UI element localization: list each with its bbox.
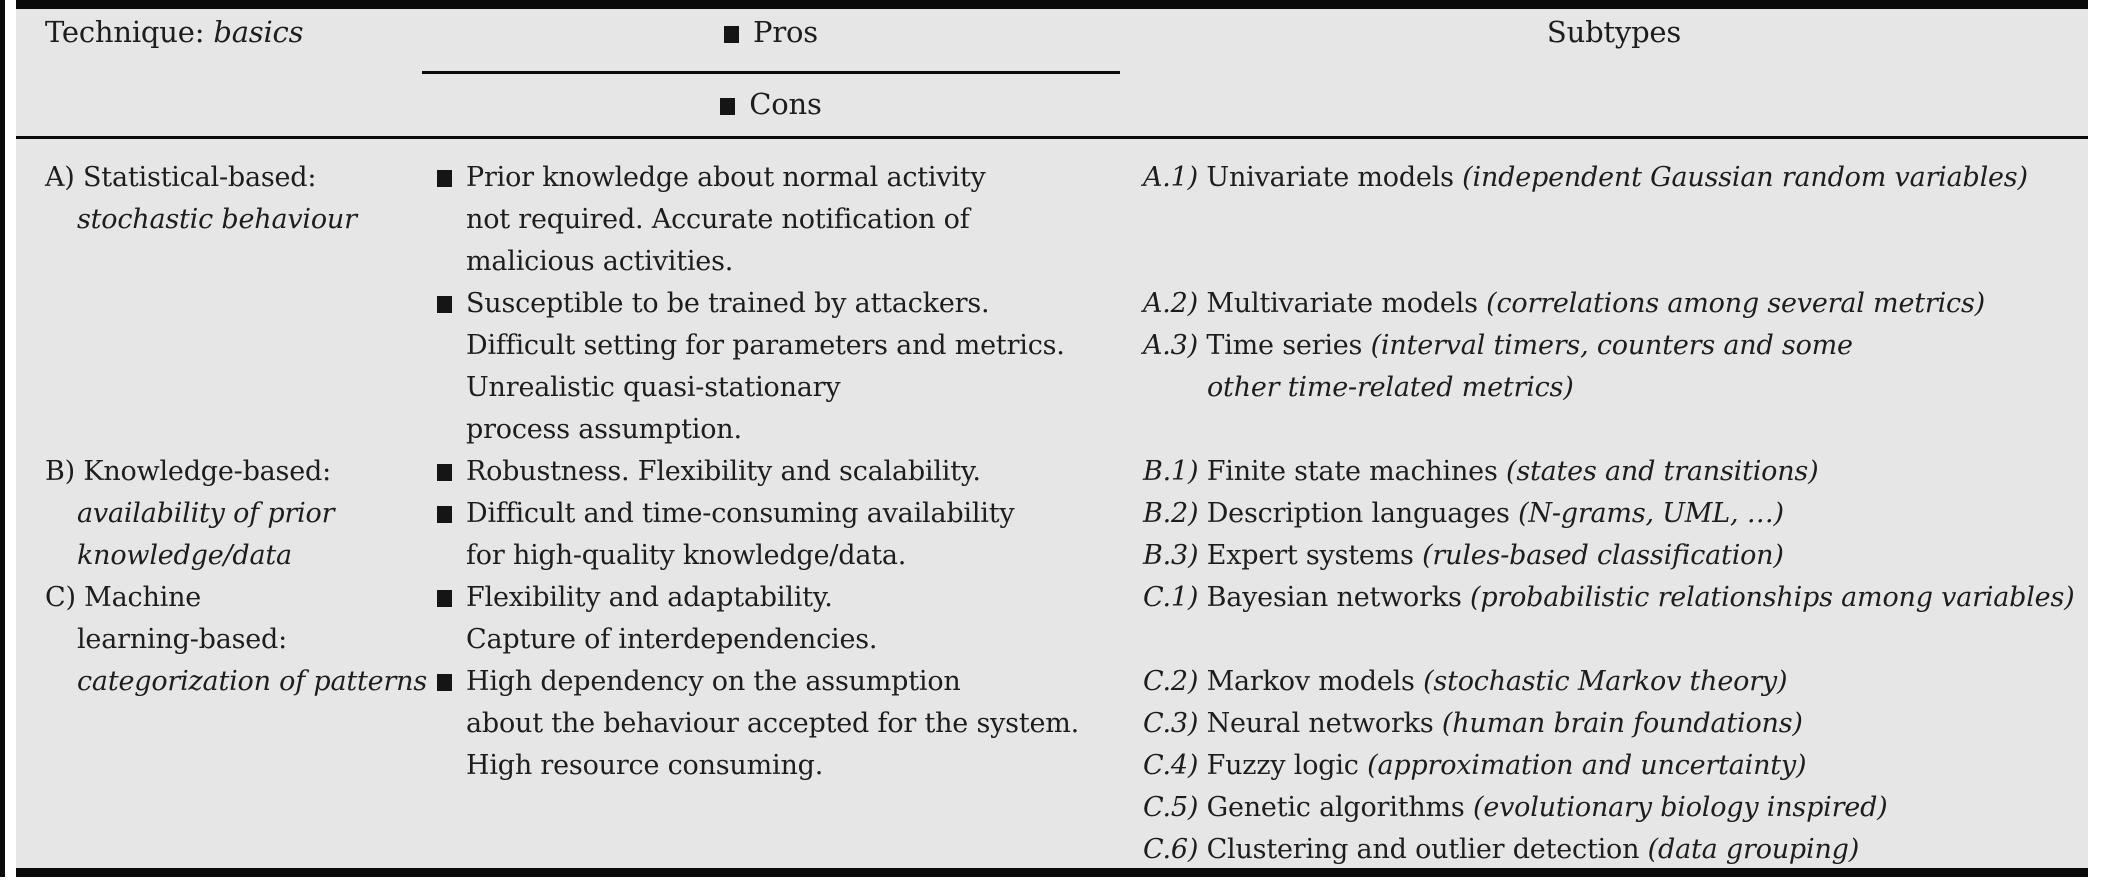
subtype-line — [1143, 283, 2093, 325]
pros-cons-line — [437, 535, 1137, 577]
subtype-line — [1143, 661, 2093, 703]
pros-cons-line — [437, 283, 1137, 325]
pros-cons-line — [437, 745, 1137, 787]
technique-cell-line — [45, 241, 437, 283]
technique-cell-line: C) Machine — [45, 582, 202, 613]
subtype-description: (human brain foundations) — [1441, 708, 1803, 739]
pros-cons-text: Prior knowledge about normal activity — [466, 162, 986, 193]
technique-cell-line: knowledge/data — [77, 540, 292, 571]
pros-cons-text: Flexibility and adaptability. — [466, 582, 833, 613]
pros-cons-line — [437, 829, 1137, 871]
subtype-line — [1143, 241, 2093, 283]
bullet-square-icon — [437, 170, 452, 187]
column-header-cons — [422, 82, 1120, 126]
bullet-square-icon — [437, 464, 452, 481]
subtype-description: (N-grams, UML, …) — [1518, 498, 1784, 529]
technique-cell-line — [45, 367, 437, 409]
bullet-square-icon — [724, 26, 739, 43]
pros-cons-text: Robustness. Flexibility and scalability. — [466, 456, 981, 487]
subtype-line — [1143, 409, 2093, 451]
pros-cons-line — [437, 577, 1137, 619]
subtype-description: (stochastic Markov theory) — [1423, 666, 1788, 697]
pros-cons-line — [437, 325, 1137, 367]
pros-header-label: Pros — [753, 15, 818, 49]
subtype-number: C.2) — [1143, 666, 1207, 697]
subtype-description: (evolutionary biology inspired) — [1472, 792, 1888, 823]
technique-cell-line — [45, 409, 437, 451]
column-header-subtypes — [1143, 10, 2085, 54]
pros-cons-text: Susceptible to be trained by attackers. — [466, 288, 990, 319]
subtype-name: Neural networks — [1206, 708, 1442, 739]
subtype-line — [1143, 787, 2093, 829]
subtype-line — [1143, 199, 2093, 241]
header-separator-rule — [16, 136, 2088, 139]
subtypes-column — [1143, 157, 2093, 871]
subtype-line — [1143, 367, 2093, 409]
subtype-name: Description languages — [1206, 498, 1519, 529]
technique-cell-line: categorization of patterns — [77, 666, 428, 697]
subtype-description: (rules-based classification) — [1422, 540, 1784, 571]
subtype-line — [1143, 535, 2093, 577]
technique-cell-line — [45, 787, 437, 829]
subtype-number: A.3) — [1143, 330, 1207, 361]
technique-cell-line: A) Statistical-based: — [45, 162, 317, 193]
bullet-square-icon — [437, 296, 452, 313]
pros-cons-text: Unrealistic quasi-stationary — [466, 372, 841, 403]
pros-cons-text: not required. Accurate notification of — [466, 204, 970, 235]
pros-cons-line — [437, 367, 1137, 409]
technique-cell-line: B) Knowledge-based: — [45, 456, 331, 487]
subtype-name: Time series — [1206, 330, 1371, 361]
subtype-description: (approximation and uncertainty) — [1367, 750, 1807, 781]
subtype-name: Finite state machines — [1206, 456, 1506, 487]
subtype-number: C.3) — [1143, 708, 1207, 739]
subtype-name: Fuzzy logic — [1206, 750, 1368, 781]
subtypes-header-label: Subtypes — [1546, 15, 1682, 49]
technique-cell-line — [45, 745, 437, 787]
subtype-line — [1143, 325, 2093, 367]
subtype-number: B.2) — [1143, 498, 1207, 529]
subtype-line — [1143, 493, 2093, 535]
column-header-pros — [422, 10, 1120, 54]
pros-cons-text: malicious activities. — [466, 246, 734, 277]
technique-cell-line: learning-based: — [77, 624, 288, 655]
bullet-square-icon — [437, 590, 452, 607]
subtype-description: (independent Gaussian random variables) — [1462, 162, 2028, 193]
pros-cons-line — [437, 409, 1137, 451]
pros-cons-text — [466, 834, 474, 865]
subtype-line — [1143, 829, 2093, 871]
cons-header-label: Cons — [749, 87, 822, 121]
pros-cons-line — [437, 619, 1137, 661]
column-header-technique — [45, 10, 303, 54]
subtype-line — [1143, 703, 2093, 745]
pros-cons-text: for high-quality knowledge/data. — [466, 540, 907, 571]
technique-cell-line: availability of prior — [77, 498, 335, 529]
subtype-name: Clustering and outlier detection — [1206, 834, 1648, 865]
subtype-name: Univariate models — [1206, 162, 1463, 193]
pros-cons-line — [437, 451, 1137, 493]
pros-cons-text: Difficult setting for parameters and metrics. — [466, 330, 1065, 361]
pros-cons-text: process assumption. — [466, 414, 742, 445]
pros-cons-text: about the behaviour accepted for the system. — [466, 708, 1080, 739]
technique-column — [45, 157, 437, 871]
subtype-description: (data grouping) — [1647, 834, 1860, 865]
subtype-line — [1143, 157, 2093, 199]
subtype-line — [1143, 577, 2093, 619]
pros-cons-line — [437, 241, 1137, 283]
pros-cons-line — [437, 199, 1137, 241]
pros-cons-line — [437, 703, 1137, 745]
technique-cell-line — [45, 829, 437, 871]
pros-cons-text — [466, 792, 474, 823]
subtype-number: C.4) — [1143, 750, 1207, 781]
subtype-number: C.1) — [1143, 582, 1207, 613]
subtype-name: Bayesian networks — [1206, 582, 1470, 613]
subtype-description: (states and transitions) — [1506, 456, 1819, 487]
technique-cell-line — [45, 283, 437, 325]
subtype-number: B.1) — [1143, 456, 1207, 487]
subtype-number: B.3) — [1143, 540, 1207, 571]
pros-cons-line — [437, 493, 1137, 535]
bullet-square-icon — [720, 98, 735, 115]
pros-cons-divider-rule — [422, 71, 1120, 74]
subtype-name: Multivariate models — [1206, 288, 1487, 319]
bullet-square-icon — [437, 506, 452, 523]
subtype-description: (interval timers, counters and some — [1370, 330, 1853, 361]
pros-cons-text: Difficult and time-consuming availability — [466, 498, 1015, 529]
pros-cons-text: Capture of interdependencies. — [466, 624, 878, 655]
subtype-number: C.6) — [1143, 834, 1207, 865]
subtype-name: Genetic algorithms — [1206, 792, 1473, 823]
subtype-number: A.2) — [1143, 288, 1207, 319]
pros-cons-line — [437, 661, 1137, 703]
technique-header-label: Technique: — [45, 15, 214, 49]
subtype-line — [1143, 745, 2093, 787]
pros-cons-column — [437, 157, 1137, 871]
technique-cell-line — [45, 325, 437, 367]
subtype-description: (correlations among several metrics) — [1486, 288, 1985, 319]
pros-cons-text: High resource consuming. — [466, 750, 824, 781]
pros-cons-line — [437, 787, 1137, 829]
subtype-description: other time-related metrics) — [1207, 372, 1574, 403]
pros-cons-line — [437, 157, 1137, 199]
subtype-number: C.5) — [1143, 792, 1207, 823]
technique-cell-line: stochastic behaviour — [77, 204, 357, 235]
subtype-description: (probabilistic relationships among variables) — [1470, 582, 2075, 613]
subtype-name: Markov models — [1206, 666, 1424, 697]
technique-cell-line — [45, 703, 437, 745]
subtype-line — [1143, 619, 2093, 661]
table-top-rule — [16, 0, 2088, 9]
bullet-square-icon — [437, 674, 452, 691]
table-left-edge-line — [0, 0, 5, 877]
subtype-number: A.1) — [1143, 162, 1207, 193]
pros-cons-text: High dependency on the assumption — [466, 666, 961, 697]
subtype-name: Expert systems — [1206, 540, 1423, 571]
subtype-line — [1143, 451, 2093, 493]
technique-header-basics-italic: basics — [213, 15, 304, 49]
